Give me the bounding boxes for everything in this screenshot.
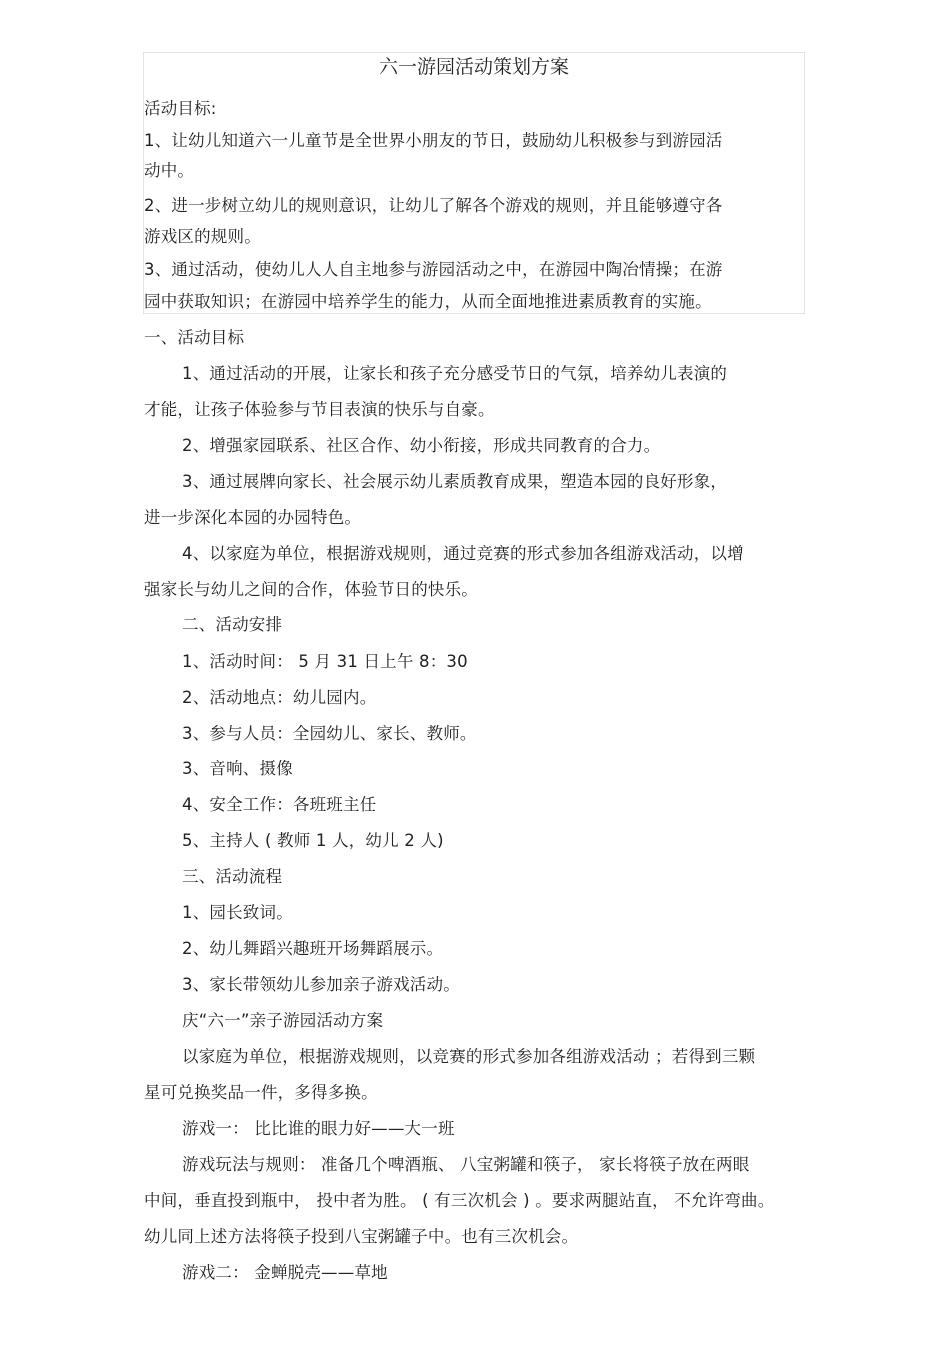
list-item: 3、参与人员：全园幼儿、家长、教师。 [182,724,477,743]
list-item: 3、家长带领幼儿参加亲子游戏活动。 [182,975,460,994]
list-item: 4、安全工作：各班班主任 [182,795,377,814]
box-line: 游戏区的规则。 [144,227,261,246]
paragraph-line: 1、通过活动的开展，让家长和孩子充分感受节日的气氛，培养幼儿表演的 [182,364,728,383]
paragraph-line: 中间，垂直投到瓶中， 投中者为胜。 ( 有三次机会 ) 。要求两腿站直， 不允许弯曲。 [144,1191,775,1210]
box-heading: 活动目标: [144,99,217,118]
paragraph-line: 强家长与幼儿之间的合作，体验节日的快乐。 [144,580,478,599]
game-heading: 游戏二： 金蝉脱壳——草地 [182,1263,388,1282]
list-item: 2、幼儿舞蹈兴趣班开场舞蹈展示。 [182,939,444,958]
box-line: 3、通过活动，使幼儿人人自主地参与游园活动之中，在游园中陶冶情操；在游 [144,260,723,279]
paragraph-line: 幼儿同上述方法将筷子投到八宝粥罐子中。也有三次机会。 [144,1227,579,1246]
document-title: 六一游园活动策划方案 [378,56,569,78]
list-item: 2、活动地点：幼儿园内。 [182,688,377,707]
paragraph-line: 游戏玩法与规则： 准备几个啤酒瓶、 八宝粥罐和筷子， 家长将筷子放在两眼 [182,1155,750,1174]
list-item: 1、活动时间： 5 月 31 日上午 8：30 [182,652,468,671]
paragraph-line: 2、增强家园联系、社区合作、幼小衔接，形成共同教育的合力。 [182,436,661,455]
box-line: 动中。 [144,161,195,180]
box-line: 1、让幼儿知道六一儿童节是全世界小朋友的节日，鼓励幼儿积极参与到游园活 [144,131,723,150]
box-line: 园中获取知识；在游园中培养学生的能力，从而全面地推进素质教育的实施。 [144,292,712,311]
paragraph-line: 3、通过展牌向家长、社会展示幼儿素质教育成果，塑造本园的良好形象， [182,472,728,491]
list-item: 5、主持人 ( 教师 1 人，幼儿 2 人) [182,831,444,850]
paragraph-line: 星可兑换奖品一件，多得多换。 [144,1083,378,1102]
section-heading: 一、活动目标 [144,328,245,347]
paragraph-line: 才能，让孩子体验参与节目表演的快乐与自豪。 [144,400,495,419]
section-heading: 二、活动安排 [182,615,283,634]
list-item: 1、园长致词。 [182,903,293,922]
box-line: 2、进一步树立幼儿的规则意识，让幼儿了解各个游戏的规则，并且能够遵守各 [144,196,723,215]
paragraph-line: 以家庭为单位，根据游戏规则，以竞赛的形式参加各组游戏活动 ；若得到三颗 [182,1047,756,1066]
paragraph-line: 4、以家庭为单位，根据游戏规则，通过竞赛的形式参加各组游戏活动，以增 [182,544,744,563]
plan-heading: 庆“六一”亲子游园活动方案 [182,1011,384,1030]
section-heading: 三、活动流程 [182,867,283,886]
game-heading: 游戏一： 比比谁的眼力好——大一班 [182,1119,455,1138]
paragraph-line: 进一步深化本园的办园特色。 [144,508,362,527]
list-item: 3、音响、摄像 [182,759,293,778]
